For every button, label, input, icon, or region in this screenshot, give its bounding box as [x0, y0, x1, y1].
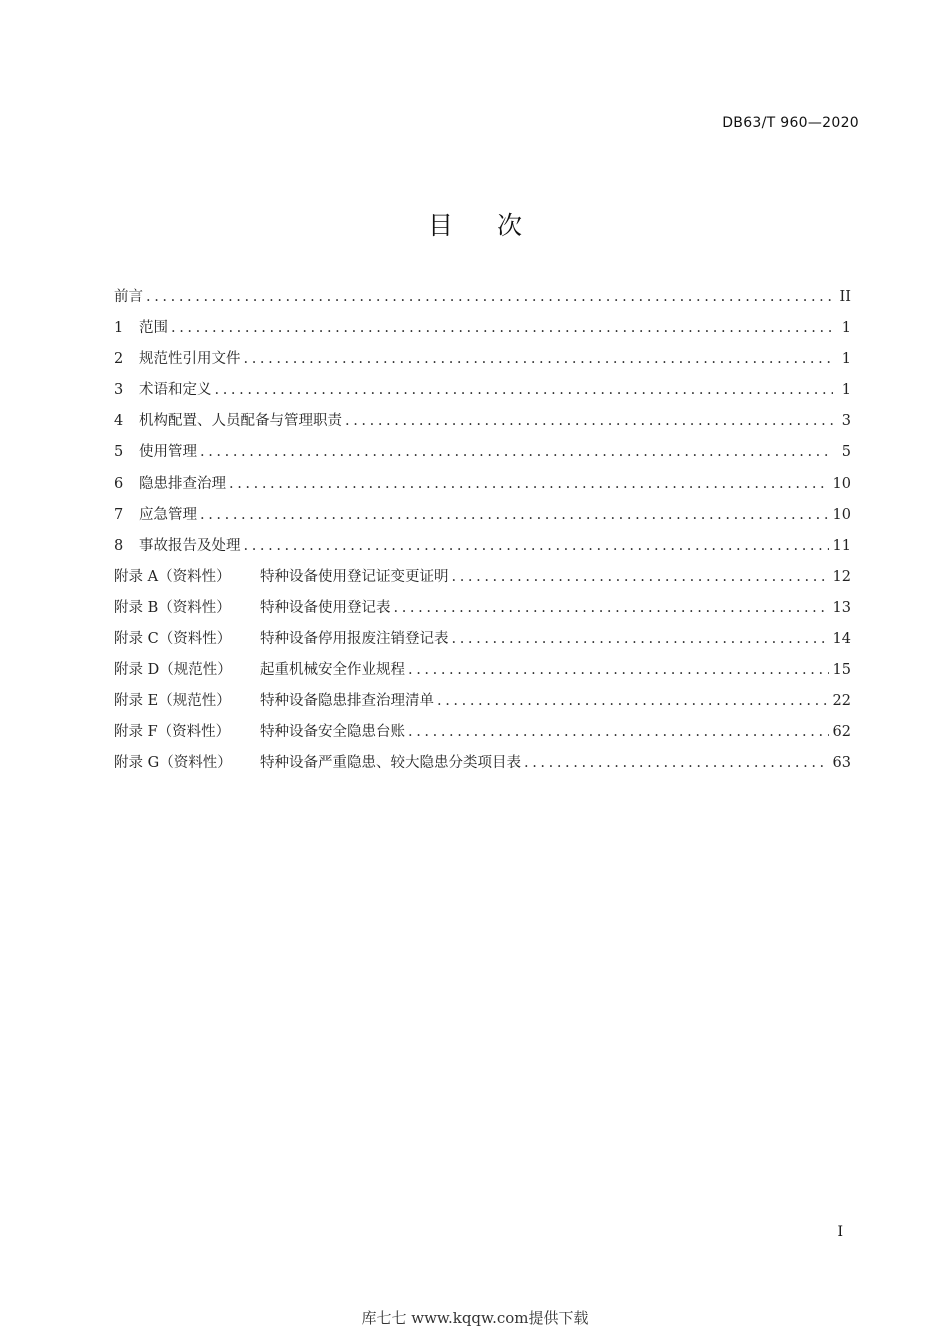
toc-entry[interactable]	[114, 347, 851, 378]
toc-entry-page: 1	[841, 320, 851, 337]
toc-entry-number: 7	[114, 506, 124, 523]
toc-dot-leader	[452, 631, 829, 647]
toc-entry-title: 术语和定义	[139, 382, 212, 399]
toc-entry-appendix-label: 附录 A（资料性）	[114, 568, 231, 585]
toc-entry-title: 特种设备使用登记证变更证明	[260, 568, 449, 585]
toc-entry-page: 10	[832, 475, 851, 492]
watermark-text: 库七七 www.kqqw.com提供下载	[361, 1309, 589, 1327]
toc-entry-appendix-label: 附录 G（资料性）	[114, 755, 232, 772]
toc-entry[interactable]	[114, 565, 851, 596]
toc-entry[interactable]	[114, 472, 851, 503]
toc-entry-title: 范围	[139, 320, 168, 337]
toc-entry-number: 2	[114, 351, 124, 368]
toc-entry-page: II	[839, 289, 851, 305]
toc-entry-appendix-label: 附录 C（资料性）	[114, 631, 232, 648]
toc-entry-page: 10	[832, 506, 851, 523]
toc-entry[interactable]	[114, 503, 851, 534]
toc-entry-title: 事故报告及处理	[139, 537, 241, 554]
toc-entry[interactable]	[114, 658, 851, 689]
toc-dot-leader	[408, 724, 829, 740]
page-number: I	[837, 1224, 843, 1240]
toc-entry-appendix-label: 附录 B（资料性）	[114, 599, 231, 616]
toc-entry[interactable]	[114, 316, 851, 347]
toc-entry-appendix-label: 附录 F（资料性）	[114, 724, 231, 741]
toc-dot-leader	[200, 444, 833, 460]
toc-entry[interactable]	[114, 409, 851, 440]
toc-dot-leader	[394, 600, 829, 616]
toc-entry-number: 5	[114, 444, 124, 461]
toc-dot-leader	[229, 476, 829, 492]
toc-entry-page: 63	[832, 755, 851, 772]
toc-entry-number: 1	[114, 320, 124, 337]
toc-entry[interactable]	[114, 689, 851, 720]
toc-entry-page: 12	[832, 568, 851, 585]
document-code: DB63/T 960—2020	[722, 115, 859, 131]
toc-dot-leader	[524, 755, 829, 771]
toc-entry[interactable]	[114, 627, 851, 658]
toc-entry-page: 5	[841, 444, 851, 461]
toc-entry-page: 13	[832, 599, 851, 616]
toc-entry-title: 应急管理	[139, 506, 197, 523]
toc-entry-number: 6	[114, 475, 124, 492]
toc-dot-leader	[437, 693, 829, 709]
toc-entry[interactable]	[114, 378, 851, 409]
toc-entry-number: 8	[114, 537, 124, 554]
toc-entry-title: 特种设备隐患排查治理清单	[260, 693, 434, 710]
toc-dot-leader	[452, 569, 829, 585]
toc-entry-appendix-label: 附录 E（规范性）	[114, 693, 231, 710]
toc-entry-appendix-label: 附录 D（规范性）	[114, 662, 232, 679]
table-of-contents	[114, 285, 851, 783]
toc-entry-title: 隐患排查治理	[139, 475, 226, 492]
toc-dot-leader	[146, 289, 833, 305]
toc-entry[interactable]	[114, 285, 851, 316]
toc-entry-title: 机构配置、人员配备与管理职责	[139, 413, 342, 430]
toc-entry[interactable]	[114, 596, 851, 627]
toc-entry[interactable]	[114, 534, 851, 565]
toc-dot-leader	[244, 351, 834, 367]
toc-dot-leader	[200, 507, 829, 523]
toc-entry-page: 3	[841, 413, 851, 430]
toc-entry-number: 4	[114, 413, 124, 430]
toc-entry-page: 22	[832, 693, 851, 710]
toc-dot-leader	[171, 320, 833, 336]
toc-entry-page: 62	[832, 724, 851, 741]
toc-entry-page: 1	[841, 382, 851, 399]
toc-entry[interactable]	[114, 440, 851, 471]
toc-entry-title: 特种设备安全隐患台账	[260, 724, 405, 741]
page-title: 目次	[427, 211, 566, 240]
toc-dot-leader	[244, 538, 829, 554]
toc-entry-page: 15	[832, 662, 851, 679]
toc-entry-title: 特种设备停用报废注销登记表	[260, 631, 449, 648]
toc-entry-title: 规范性引用文件	[139, 351, 241, 368]
toc-entry-title: 特种设备严重隐患、较大隐患分类项目表	[260, 755, 521, 772]
toc-entry[interactable]	[114, 751, 851, 782]
toc-entry[interactable]	[114, 720, 851, 751]
toc-entry-page: 11	[832, 537, 851, 554]
toc-entry-title: 前言	[114, 289, 143, 305]
toc-dot-leader	[408, 662, 829, 678]
toc-entry-page: 1	[841, 351, 851, 368]
toc-entry-title: 使用管理	[139, 444, 197, 461]
toc-dot-leader	[215, 382, 834, 398]
toc-dot-leader	[345, 413, 833, 429]
toc-entry-title: 起重机械安全作业规程	[260, 662, 405, 679]
toc-entry-title: 特种设备使用登记表	[260, 599, 391, 616]
toc-entry-page: 14	[832, 631, 851, 648]
toc-entry-number: 3	[114, 382, 124, 399]
